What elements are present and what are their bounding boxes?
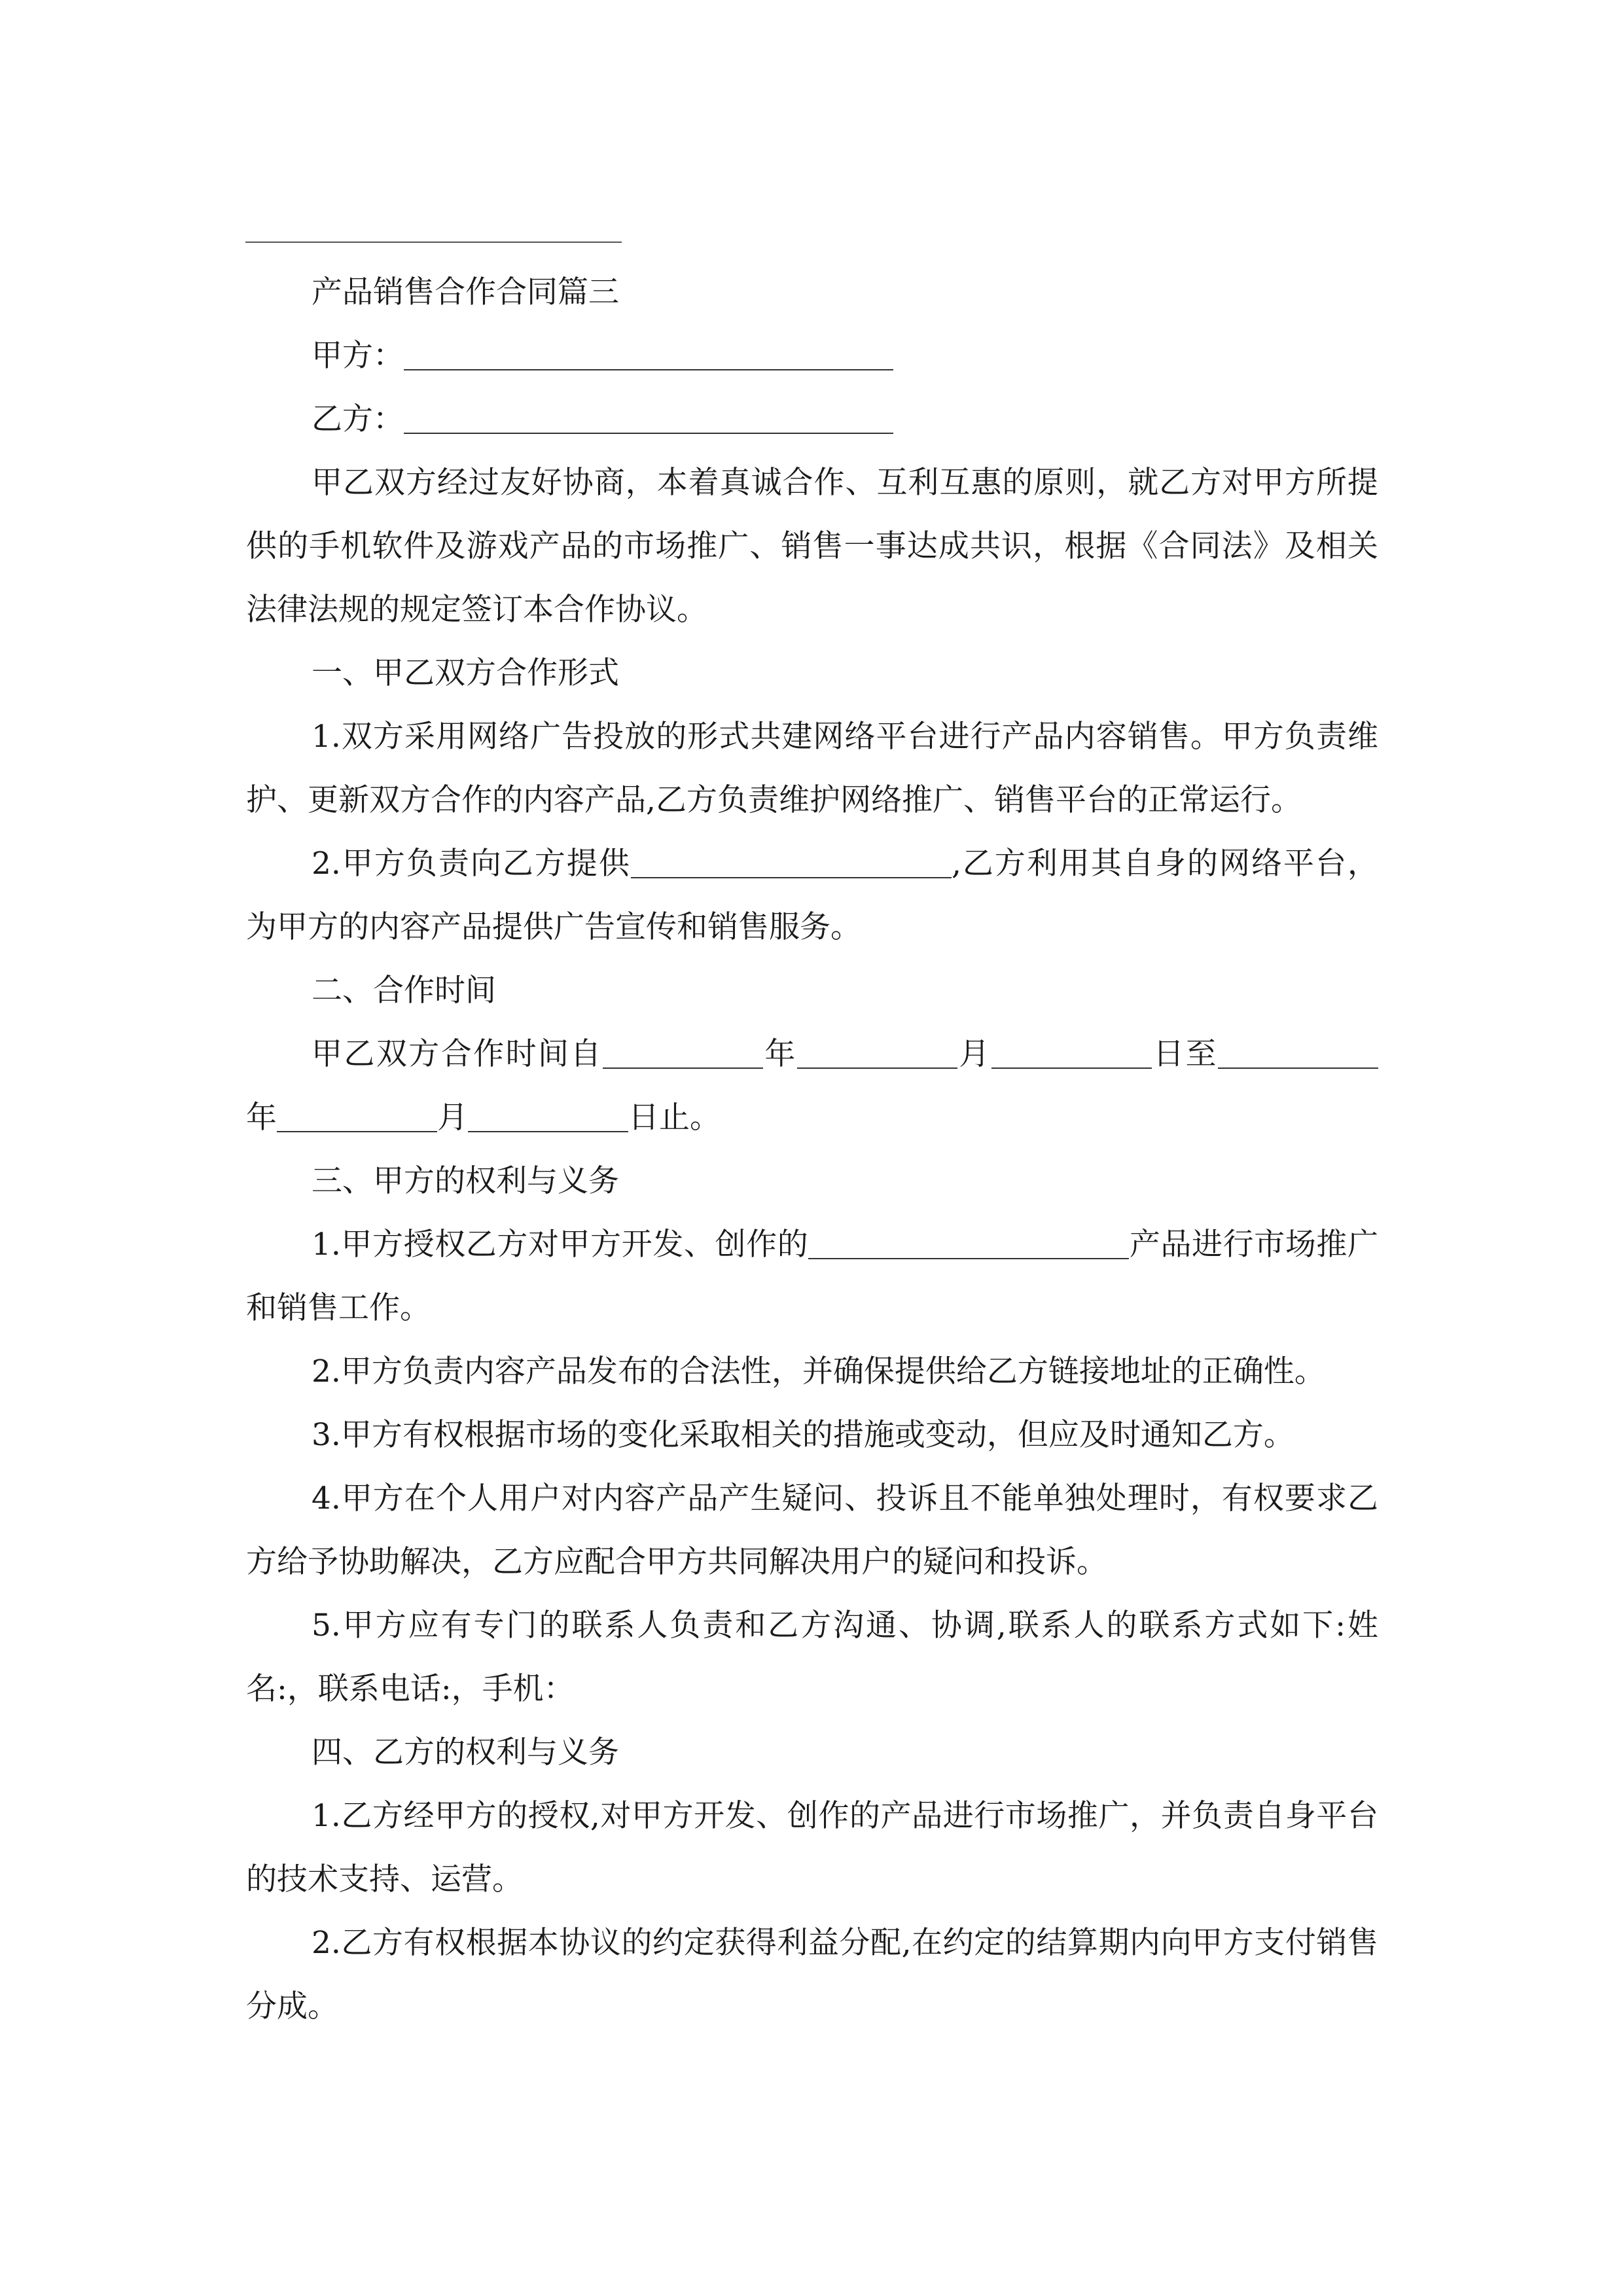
section-1-item-2-post: ,乙方利用其自身的网络平台，为甲方的内容产品提供广告宣传和销售服务。 xyxy=(246,846,1378,945)
section-4-heading: 四、乙方的权利与义务 xyxy=(312,1734,619,1770)
section-3-item-2: 2.甲方负责内容产品发布的合法性，并确保提供给乙方链接地址的正确性。 xyxy=(312,1354,1325,1390)
end-day-blank xyxy=(468,1100,628,1132)
section-3-item-4: 4.甲方在个人用户对内容产品产生疑问、投诉且不能单独处理时，有权要求乙方给予协助解决，乙方应配合甲方共同解决用户的疑问和投诉。 xyxy=(246,1480,1378,1580)
party-a-blank xyxy=(404,338,893,370)
section-1-item-2 xyxy=(246,832,1378,959)
section-2-heading: 二、合作时间 xyxy=(312,973,496,1009)
section-4-item-1: 1.乙方经甲方的授权,对甲方开发、创作的产品进行市场推广，并负责自身平台的技术支持、运营。 xyxy=(246,1798,1378,1897)
party-a-label: 甲方： xyxy=(312,338,404,374)
section-1-item-2-pre: 2.甲方负责向乙方提供 xyxy=(312,846,631,882)
contract-body xyxy=(246,260,1378,2038)
section-3-item-1 xyxy=(246,1213,1378,1340)
party-b-blank xyxy=(404,402,893,434)
end-year-blank xyxy=(1218,1037,1378,1069)
section-3-item-1-post: 产品进行市场推广和销售工作。 xyxy=(246,1227,1378,1326)
page-title: 产品销售合作合同篇三 xyxy=(312,274,619,310)
month-label-1: 月 xyxy=(957,1036,991,1072)
day-end-label: 日止。 xyxy=(628,1100,721,1136)
party-b-label: 乙方： xyxy=(312,401,404,437)
day-to-label: 日至 xyxy=(1151,1036,1218,1072)
start-month-blank xyxy=(797,1037,957,1069)
section-1-item-1: 1.双方采用网络广告投放的形式共建网络平台进行产品内容销售。甲方负责维护、更新双方合作的内容产品,乙方负责维护网络推广、销售平台的正常运行。 xyxy=(246,719,1378,818)
party-a-line xyxy=(246,324,1378,387)
start-year-blank xyxy=(603,1037,763,1069)
end-month-blank xyxy=(277,1100,437,1132)
period-pre: 甲乙双方合作时间自 xyxy=(312,1036,603,1072)
intro-paragraph: 甲乙双方经过友好协商，本着真诚合作、互利互惠的原则，就乙方对甲方所提供的手机软件及游戏产品的市场推广、销售一事达成共识，根据《合同法》及相关法律法规的规定签订本合作协议。 xyxy=(246,465,1378,628)
section-3-item-1-pre: 1.甲方授权乙方对甲方开发、创作的 xyxy=(312,1227,809,1263)
party-b-line xyxy=(246,387,1378,451)
cooperation-period xyxy=(246,1022,1378,1149)
provide-blank xyxy=(631,846,952,878)
start-day-blank xyxy=(991,1037,1152,1069)
year-label-1: 年 xyxy=(762,1036,797,1072)
section-1-heading: 一、甲乙双方合作形式 xyxy=(312,655,619,691)
section-4-item-2: 2.乙方有权根据本协议的约定获得利益分配,在约定的结算期内向甲方支付销售分成。 xyxy=(246,1925,1378,2024)
year-label-2: 年 xyxy=(246,1100,277,1136)
section-3-item-5: 5.甲方应有专门的联系人负责和乙方沟通、协调,联系人的联系方式如下:姓名:，联系电话:，手机： xyxy=(246,1607,1378,1707)
section-3-heading: 三、甲方的权利与义务 xyxy=(312,1163,619,1199)
section-3-item-3: 3.甲方有权根据市场的变化采取相关的措施或变动，但应及时通知乙方。 xyxy=(312,1417,1294,1453)
month-label-2: 月 xyxy=(437,1100,468,1136)
top-divider xyxy=(245,242,622,243)
product-blank xyxy=(808,1227,1129,1259)
